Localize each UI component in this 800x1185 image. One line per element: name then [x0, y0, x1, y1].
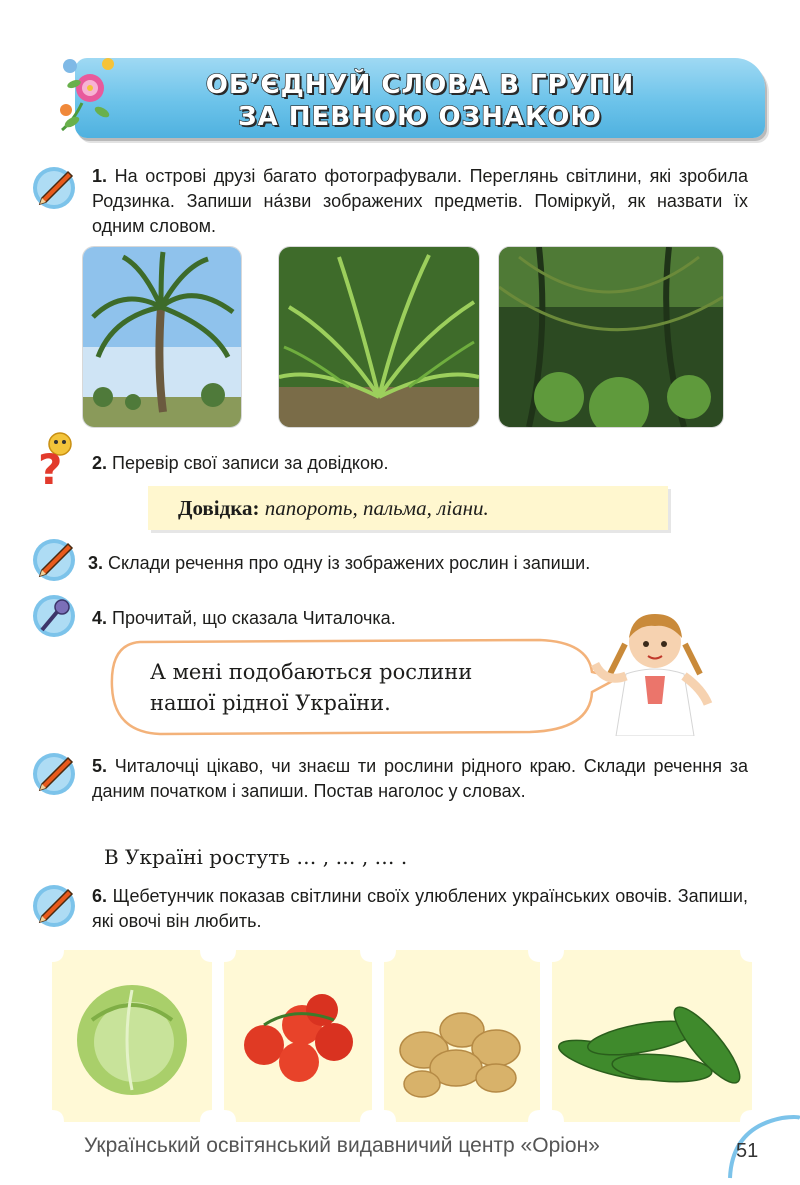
task-1-text: На острові друзі багато фотографували. Переглянь світлини, які зробила Родзинка. Запиши на́зви зображених предметів. Поміркуй, як назвати їх одним словом. — [92, 166, 748, 236]
task-5-text: Читалочці цікаво, чи знаєш ти рослини рідного краю. Склади речення за даним початком і запиши. Постав наголос у словах. — [92, 756, 748, 801]
task-6-number: 6. — [92, 886, 108, 906]
title-line-2: ЗА ПЕВНОЮ ОЗНАКОЮ — [238, 102, 602, 132]
svg-text:?: ? — [38, 445, 63, 488]
reference-words: папороть, пальма, ліани. — [264, 496, 489, 520]
pen-icon — [32, 884, 76, 928]
publisher-footer: Український освітянський видавничий центр «Оріон» — [84, 1134, 600, 1157]
fern-photo — [278, 246, 480, 428]
pen-icon — [32, 752, 76, 796]
task-2-text: Перевір свої записи за довідкою. — [112, 453, 389, 473]
potatoes-card — [384, 950, 540, 1122]
task-3-text: Склади речення про одну із зображених рослин і запиши. — [108, 553, 591, 573]
reference-content — [178, 496, 489, 521]
reference-box — [148, 486, 668, 530]
chytalochka-girl-illustration — [590, 604, 720, 736]
sentence-start: В Україні ростуть … , … , … . — [104, 845, 408, 869]
task-2-number: 2. — [92, 453, 108, 473]
microphone-icon — [32, 594, 76, 638]
task-5-number: 5. — [92, 756, 108, 776]
jungle-photo — [498, 246, 724, 428]
task-3 — [88, 551, 748, 576]
page-number: 51 — [736, 1140, 759, 1162]
reference-label: Довідка: — [178, 496, 260, 520]
task-6-text: Щебетунчик показав світлини своїх улюблених українських овочів. Запиши, які овочі він любить. — [92, 886, 748, 931]
page-number-swirl — [722, 1108, 800, 1185]
palm-photo — [82, 246, 242, 428]
tomatoes-card — [224, 950, 372, 1122]
flower-ornament-icon — [52, 48, 122, 138]
title-line-1: ОБ’ЄДНУЙ СЛОВА В ГРУПИ — [205, 70, 635, 100]
task-5 — [92, 754, 748, 804]
task-6 — [92, 884, 748, 934]
cabbage-card — [52, 950, 212, 1122]
speech-line-2: нашої рідної України. — [150, 691, 391, 715]
pen-icon — [32, 166, 76, 210]
task-1-number: 1. — [92, 166, 108, 186]
pen-icon — [32, 538, 76, 582]
cucumbers-card — [552, 950, 752, 1122]
task-4-number: 4. — [92, 608, 108, 628]
task-1 — [92, 164, 748, 239]
question-mark-icon — [34, 430, 82, 488]
task-2 — [92, 451, 748, 476]
title-banner — [75, 58, 765, 138]
task-4-text: Прочитай, що сказала Читалочка. — [112, 608, 396, 628]
speech-line-1: А мені подобаються рослини — [150, 660, 473, 684]
task-3-number: 3. — [88, 553, 104, 573]
